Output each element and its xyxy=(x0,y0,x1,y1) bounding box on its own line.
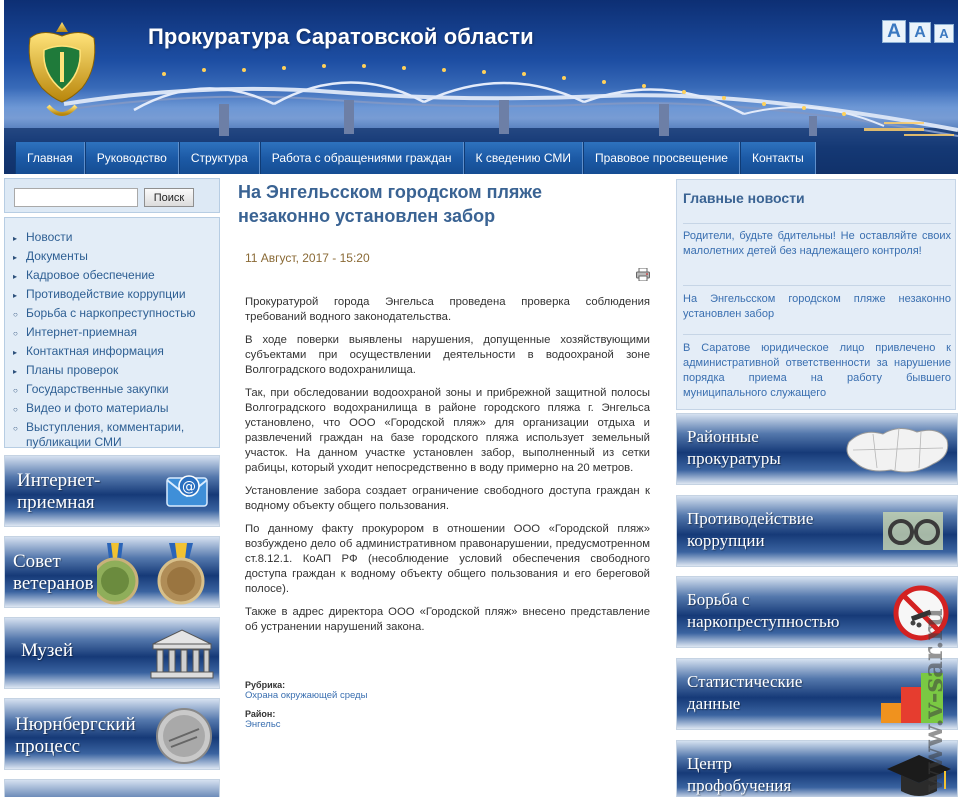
rubric-label: Рубрика: xyxy=(245,680,286,690)
banner-line: приемная xyxy=(17,492,95,513)
news-item[interactable]: Родители, будьте бдительны! Не оставляйте своих малолетних детей без надлежащего контроля! xyxy=(683,230,951,257)
sidebar-item-staffing[interactable] xyxy=(13,268,211,284)
top-news-heading: Главные новости xyxy=(683,190,805,206)
email-icon xyxy=(165,470,211,512)
sidebar-item-label: Противодействие коррупции xyxy=(26,287,186,301)
sidebar-marker: ▸ xyxy=(13,272,18,281)
sidebar-item-label: Контактная информация xyxy=(26,344,164,358)
sidebar-marker: ▸ xyxy=(13,234,18,243)
nav-media[interactable]: К сведению СМИ xyxy=(464,142,583,174)
top-news-panel xyxy=(676,179,956,410)
sidebar-marker: ▸ xyxy=(13,367,18,376)
search-input[interactable] xyxy=(14,188,138,207)
sidebar-marker: ▸ xyxy=(13,348,18,357)
sidebar-item-drugs[interactable] xyxy=(13,306,211,322)
banner-line: Борьба с xyxy=(687,590,750,609)
sidebar-item-documents[interactable] xyxy=(13,249,211,265)
article-paragraph: В ходе поверки выявлены нарушения, допущенные хозяйствующими субъектами при осуществлении деятельности в водоохраной зоне Волгоградского водохранилища. xyxy=(245,334,650,376)
banner-line: коррупции xyxy=(687,531,765,550)
commemorative-coin-icon xyxy=(155,707,213,765)
article-body xyxy=(245,295,650,643)
search-button[interactable]: Поиск xyxy=(144,188,194,207)
article-paragraph: Также в адрес директора ООО «Городской пляж» внесено представление об устранении нарушений закона. xyxy=(245,606,650,633)
article-paragraph: По данному факту прокурором в отношении ООО «Городской пляж» возбуждено дело об административном правонарушении, предусмотренном ст.8.12.1. КоАП РФ (несоблюдение условий обеспечения свободного доступа граждан к водному объекту общего пользования и его береговой полосе). xyxy=(245,523,650,595)
sidebar-marker: ○ xyxy=(13,405,18,414)
print-icon[interactable] xyxy=(636,268,650,281)
svg-text:@: @ xyxy=(182,479,196,495)
sidebar-item-contacts[interactable] xyxy=(13,344,211,360)
district-link[interactable]: Энгельс xyxy=(245,719,281,730)
sidebar-marker: ○ xyxy=(13,329,18,338)
font-size-medium-button[interactable]: A xyxy=(909,22,931,43)
sidebar-marker: ○ xyxy=(13,424,18,433)
banner-line: прокуратуры xyxy=(687,449,781,468)
banner-line: профобучения xyxy=(687,776,792,795)
banner-nuremberg[interactable] xyxy=(4,698,220,770)
banner-line: процесс xyxy=(15,736,81,757)
region-map-icon xyxy=(843,420,953,480)
watermark-text: www.v-sar.ru xyxy=(919,608,949,792)
banner-veterans-council[interactable] xyxy=(4,536,220,608)
sidebar-item-label: Выступления, комментарии, публикации СМИ xyxy=(26,420,185,449)
nav-home[interactable]: Главная xyxy=(15,142,85,174)
banner-line: Противодействие xyxy=(687,509,814,528)
medals-icon xyxy=(97,539,220,607)
sidebar-item-anticorruption[interactable] xyxy=(13,287,211,303)
district-label: Район: xyxy=(245,709,276,719)
font-size-switcher xyxy=(882,20,954,43)
search-panel xyxy=(4,178,220,213)
banner-line: ветеранов xyxy=(13,573,94,594)
banner-anticorruption[interactable] xyxy=(676,495,958,567)
article-title: На Энгельсском городском пляже незаконно установлен забор xyxy=(238,182,542,226)
sidebar-menu xyxy=(4,217,220,448)
nav-legal-education[interactable]: Правовое просвещение xyxy=(583,142,740,174)
sidebar-item-label: Планы проверок xyxy=(26,363,119,377)
sidebar-item-inspection-plans[interactable] xyxy=(13,363,211,379)
sidebar-item-label: Интернет-приемная xyxy=(26,325,137,339)
sidebar-marker: ○ xyxy=(13,310,18,319)
sidebar-marker: ○ xyxy=(13,386,18,395)
banner-line: Нюрнбергский xyxy=(15,714,136,735)
article-date: 11 Август, 2017 - 15:20 xyxy=(245,251,370,265)
article-paragraph: Установление забора создает ограничение свободного доступа граждан к водному объекту общего пользования. xyxy=(245,485,650,512)
sidebar-marker: ▸ xyxy=(13,253,18,262)
banner-extra[interactable] xyxy=(4,779,220,797)
sidebar-item-label: Кадровое обеспечение xyxy=(26,268,155,282)
sidebar-item-label: Государственные закупки xyxy=(26,382,169,396)
nav-contacts[interactable]: Контакты xyxy=(740,142,816,174)
banner-line: Совет xyxy=(13,551,61,572)
font-size-large-button[interactable]: A xyxy=(882,20,906,43)
prosecutor-emblem-icon xyxy=(22,18,102,126)
nav-appeals[interactable]: Работа с обращениями граждан xyxy=(260,142,464,174)
banner-district-prosecutors[interactable] xyxy=(676,413,958,485)
news-item[interactable]: На Энгельсском городском пляже незаконно установлен забор xyxy=(683,293,951,320)
sidebar-item-label: Новости xyxy=(26,230,73,244)
sidebar-item-media[interactable] xyxy=(13,401,211,417)
banner-line: данные xyxy=(687,694,741,713)
news-item[interactable]: В Саратове юридическое лицо привлечено к административной ответственности за нарушение порядка приема на работу бывшего муниципального служащего xyxy=(683,342,951,399)
banner-museum[interactable] xyxy=(4,617,220,689)
article-paragraph: Прокуратурой города Энгельса проведена проверка соблюдения требований водного законодательства. xyxy=(245,296,650,323)
sidebar-item-publications[interactable] xyxy=(13,420,211,450)
sidebar-marker: ▸ xyxy=(13,291,18,300)
sidebar-item-internet-reception[interactable] xyxy=(13,325,211,341)
sidebar-item-procurement[interactable] xyxy=(13,382,211,398)
banner-line: наркопреступностью xyxy=(687,612,840,631)
handcuffs-icon xyxy=(877,502,953,562)
banner-line: Интернет- xyxy=(17,470,101,491)
banner-line: Статистические xyxy=(687,672,803,691)
banner-line: Районные xyxy=(687,427,759,446)
sidebar-item-label: Видео и фото материалы xyxy=(26,401,169,415)
museum-building-icon xyxy=(149,628,215,680)
sidebar-item-label: Борьба с наркопреступностью xyxy=(26,306,196,320)
banner-line: Центр xyxy=(687,754,733,773)
sidebar-item-label: Документы xyxy=(26,249,88,263)
nav-structure[interactable]: Структура xyxy=(179,142,260,174)
rubric-link[interactable]: Охрана окружающей среды xyxy=(245,690,368,701)
font-size-small-button[interactable]: A xyxy=(934,24,954,43)
site-title: Прокуратура Саратовской области xyxy=(148,24,534,49)
nav-leadership[interactable]: Руководство xyxy=(85,142,179,174)
watermark xyxy=(912,570,952,795)
sidebar-item-news[interactable] xyxy=(13,230,211,246)
banner-line: Музей xyxy=(21,640,74,661)
banner-internet-reception[interactable] xyxy=(4,455,220,527)
main-nav xyxy=(15,142,816,174)
article-paragraph: Так, при обследовании водоохраной зоны и прибрежной защитной полосы Волгоградского водохранилища в районе городского пляжа г. Энгельса установлено, что ООО «Городской пляж» для организации отдыха и развлечений граждан на базе городского пляжа использует земельный участок. На данном участке установлен забор, выполненный из сетки рабицы, который уходит непосредственно в воду примерно на 20 метров. xyxy=(245,387,650,474)
